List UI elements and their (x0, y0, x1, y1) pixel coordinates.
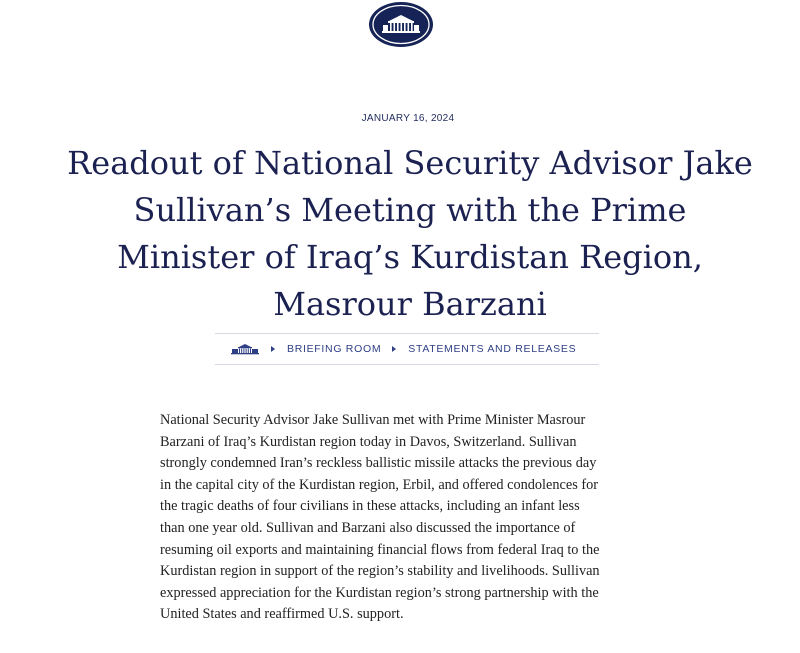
white-house-seal-icon (369, 2, 433, 47)
white-house-icon (230, 343, 260, 355)
page-title: Readout of National Security Advisor Jake Sullivan’s Meeting with the Prime Minister of Iraq’s Kurdistan Region, Masrour Barzani (67, 144, 753, 323)
breadcrumb-statements-and-releases[interactable]: STATEMENTS AND RELEASES (408, 343, 577, 355)
caret-right-icon (392, 346, 396, 352)
breadcrumb-briefing-room[interactable]: BRIEFING ROOM (287, 343, 382, 355)
breadcrumb (215, 333, 599, 365)
breadcrumb-home-link[interactable] (230, 342, 260, 356)
white-house-logo[interactable] (369, 2, 433, 47)
caret-right-icon (271, 346, 275, 352)
article-body: National Security Advisor Jake Sullivan met with Prime Minister Masrour Barzani of Iraq’s Kurdistan region today in Davos, Switzerland. Sullivan strongly condemned Iran’s reckless ballistic missile attacks the previous day in the capital city of the Kurdistan region, Erbil, and offered condolences for the tragic deaths of four civilians in these attacks, including an infant less than one year old. Sullivan and Barzani also discussed the importance of resuming oil exports and maintaining financial flows from federal Iraq to the Kurdistan region in support of the region’s stability and livelihoods. Sullivan expressed appreciation for the Kurdistan region’s strong partnership with the United States and reaffirmed U.S. support. (160, 412, 600, 623)
publish-date: JANUARY 16, 2024 (361, 113, 455, 124)
